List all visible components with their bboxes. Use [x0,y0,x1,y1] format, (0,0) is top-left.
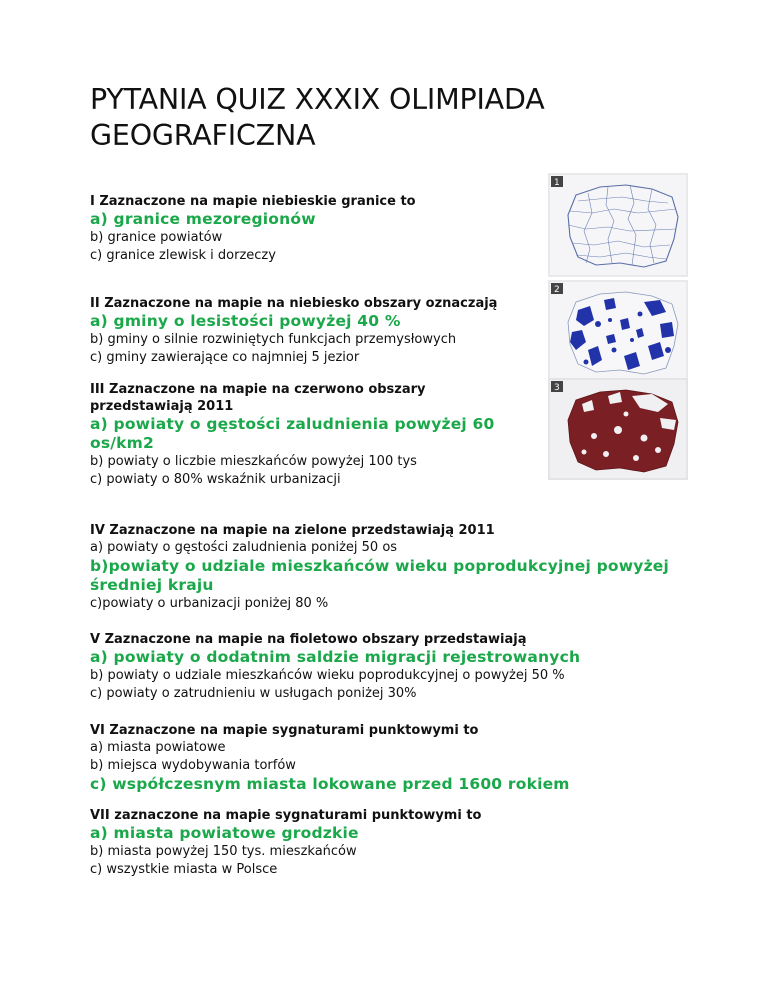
answer-option: c) powiaty o 80% wskaźnik urbanizacji [90,472,341,487]
map-population-density-image [548,378,688,480]
map-number: 3 [554,383,560,393]
answer-correct: a) miasta powiatowe grodzkie [90,824,359,842]
question-text: IV Zaznaczone na mapie na zielone przedstawiają 2011 [90,523,495,538]
question-text: VI Zaznaczone na mapie sygnaturami punktowymi to [90,723,479,738]
answer-option: c) wszystkie miasta w Polsce [90,862,278,877]
answer-option: c) gminy zawierające co najmniej 5 jezior [90,350,360,365]
answer-correct: a) powiaty o gęstości zaludnienia powyżej 60 os/km2 [90,415,495,452]
answer-option: c) granice zlewisk i dorzeczy [90,248,276,263]
question-2 [90,295,545,367]
answer-option: b) miejsca wydobywania torfów [90,758,296,773]
page-title: PYTANIA QUIZ XXXIX OLIMPIADA GEOGRAFICZNA [90,83,545,152]
answer-correct: a) granice mezoregionów [90,210,316,228]
question-5 [90,631,690,703]
question-text: V Zaznaczone na mapie na fioletowo obszary przedstawiają [90,632,527,647]
answer-option: c) powiaty o zatrudnieniu w usługach poniżej 30% [90,686,417,701]
question-7 [90,807,690,879]
question-text: I Zaznaczone na mapie niebieskie granice to [90,194,416,209]
question-4 [90,522,680,613]
map-forested-communes-image [548,280,688,381]
answer-correct: a) powiaty o dodatnim saldzie migracji rejestrowanych [90,648,581,666]
question-6 [90,722,690,794]
question-text: VII zaznaczone na mapie sygnaturami punktowymi to [90,808,482,823]
answer-option: b) granice powiatów [90,230,223,245]
answer-option: b) miasta powyżej 150 tys. mieszkańców [90,844,357,859]
map-number: 2 [554,285,560,295]
map-number: 1 [554,178,560,188]
answer-option: c)powiaty o urbanizacji poniżej 80 % [90,596,329,611]
map-mezoregions-image [548,173,688,277]
question-3 [90,381,520,489]
answer-option: b) powiaty o liczbie mieszkańców powyżej 100 tys [90,454,417,469]
answer-option: a) powiaty o gęstości zaludnienia poniżej 50 os [90,540,398,555]
answer-option: b) powiaty o udziale mieszkańców wieku poprodukcyjnej o powyżej 50 % [90,668,565,683]
question-1 [90,193,540,265]
answer-option: a) miasta powiatowe [90,740,226,755]
answer-correct: a) gminy o lesistości powyżej 40 % [90,312,401,330]
question-text: II Zaznaczone na mapie na niebiesko obszary oznaczają [90,296,498,311]
answer-correct: c) współczesnym miasta lokowane przed 1600 rokiem [90,775,570,793]
answer-option: b) gminy o silnie rozwiniętych funkcjach przemysłowych [90,332,457,347]
question-text: III Zaznaczone na mapie na czerwono obszary przedstawiają 2011 [90,382,426,414]
answer-correct: b)powiaty o udziale mieszkańców wieku poprodukcyjnej powyżej średniej kraju [90,557,670,594]
